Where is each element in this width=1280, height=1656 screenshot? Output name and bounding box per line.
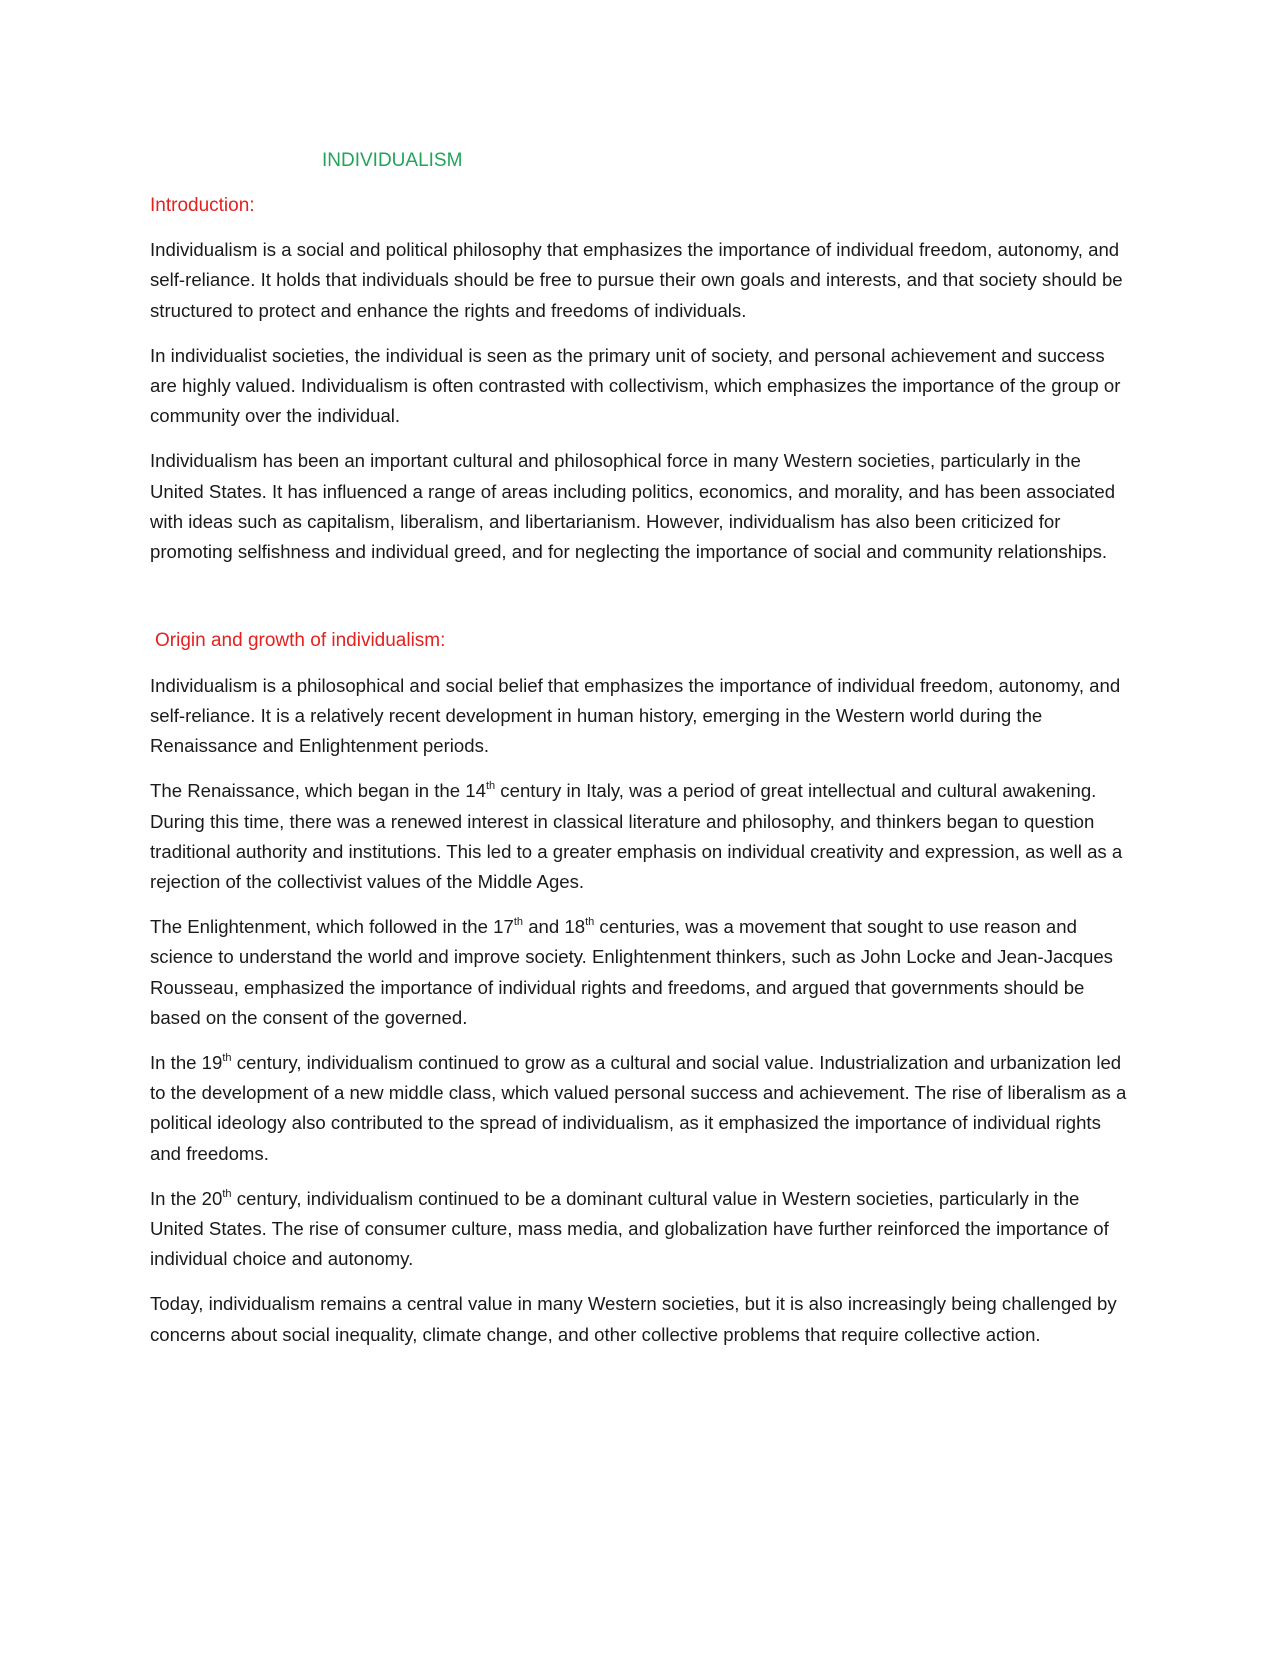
intro-paragraph-3: Individualism has been an important cultural and philosophical force in many Western societies, particularly in the United States. It has influenced a range of areas including politics, economics, and morality, and has been associated with ideas such as capitalism, liberalism, and libertarianism. However, individualism has also been criticized for promoting selfishness and individual greed, and for neglecting the importance of social and community relationships. xyxy=(150,450,1116,563)
origin-paragraph-2: The Renaissance, which began in the 14th century in Italy, was a period of great intellectual and cultural awakening. During this time, there was a renewed interest in classical literature and philosophy, and thinkers began to question traditional authority and institutions. This led to a greater emphasis on individual creativity and expression, as well as a rejection of the collectivist values of the Middle Ages. xyxy=(150,780,1123,893)
intro-paragraph-2: In individualist societies, the individual is seen as the primary unit of society, and personal achievement and success are highly valued. Individualism is often contrasted with collectivism, which emphasizes the importance of the group or community over the individual. xyxy=(150,344,1121,427)
section-spacer xyxy=(150,582,1130,628)
document-title: INDIVIDUALISM xyxy=(322,150,463,171)
section-heading-introduction: Introduction: xyxy=(150,194,255,216)
origin-paragraph-3: The Enlightenment, which followed in the 17th and 18th centuries, was a movement that sought to use reason and science to understand the world and improve society. Enlightenment thinkers, such as John Locke and Jean-Jacques Rousseau, emphasized the importance of individual rights and freedoms, and argued that governments should be based on the consent of the governed. xyxy=(150,916,1113,1028)
origin-paragraph-1: Individualism is a philosophical and social belief that emphasizes the importance of individual freedom, autonomy, and self-reliance. It is a relatively recent development in human history, emerging in the Western world during the Renaissance and Enlightenment periods. xyxy=(150,674,1121,757)
section-heading-origin: Origin and growth of individualism: xyxy=(155,630,446,652)
intro-paragraph-1: Individualism is a social and political philosophy that emphasizes the importance of individual freedom, autonomy, and self-reliance. It holds that individuals should be free to pursue their own goals and interests, and that society should be structured to protect and enhance the rights and freedoms of individuals. xyxy=(150,239,1123,321)
origin-paragraph-6: Today, individualism remains a central value in many Western societies, but it is also increasingly being challenged by concerns about social inequality, climate change, and other collective problems that require collective action. xyxy=(150,1293,1117,1345)
origin-paragraph-4: In the 19th century, individualism continued to grow as a cultural and social value. Industrialization and urbanization led to the development of a new middle class, which valued personal success and achievement. The rise of liberalism as a political ideology also contributed to the spread of individualism, as it emphasized the importance of individual rights and freedoms. xyxy=(150,1051,1127,1164)
origin-paragraph-5: In the 20th century, individualism continued to be a dominant cultural value in Western societies, particularly in the United States. The rise of consumer culture, mass media, and globalization have further reinforced the importance of individual choice and autonomy. xyxy=(150,1187,1109,1270)
